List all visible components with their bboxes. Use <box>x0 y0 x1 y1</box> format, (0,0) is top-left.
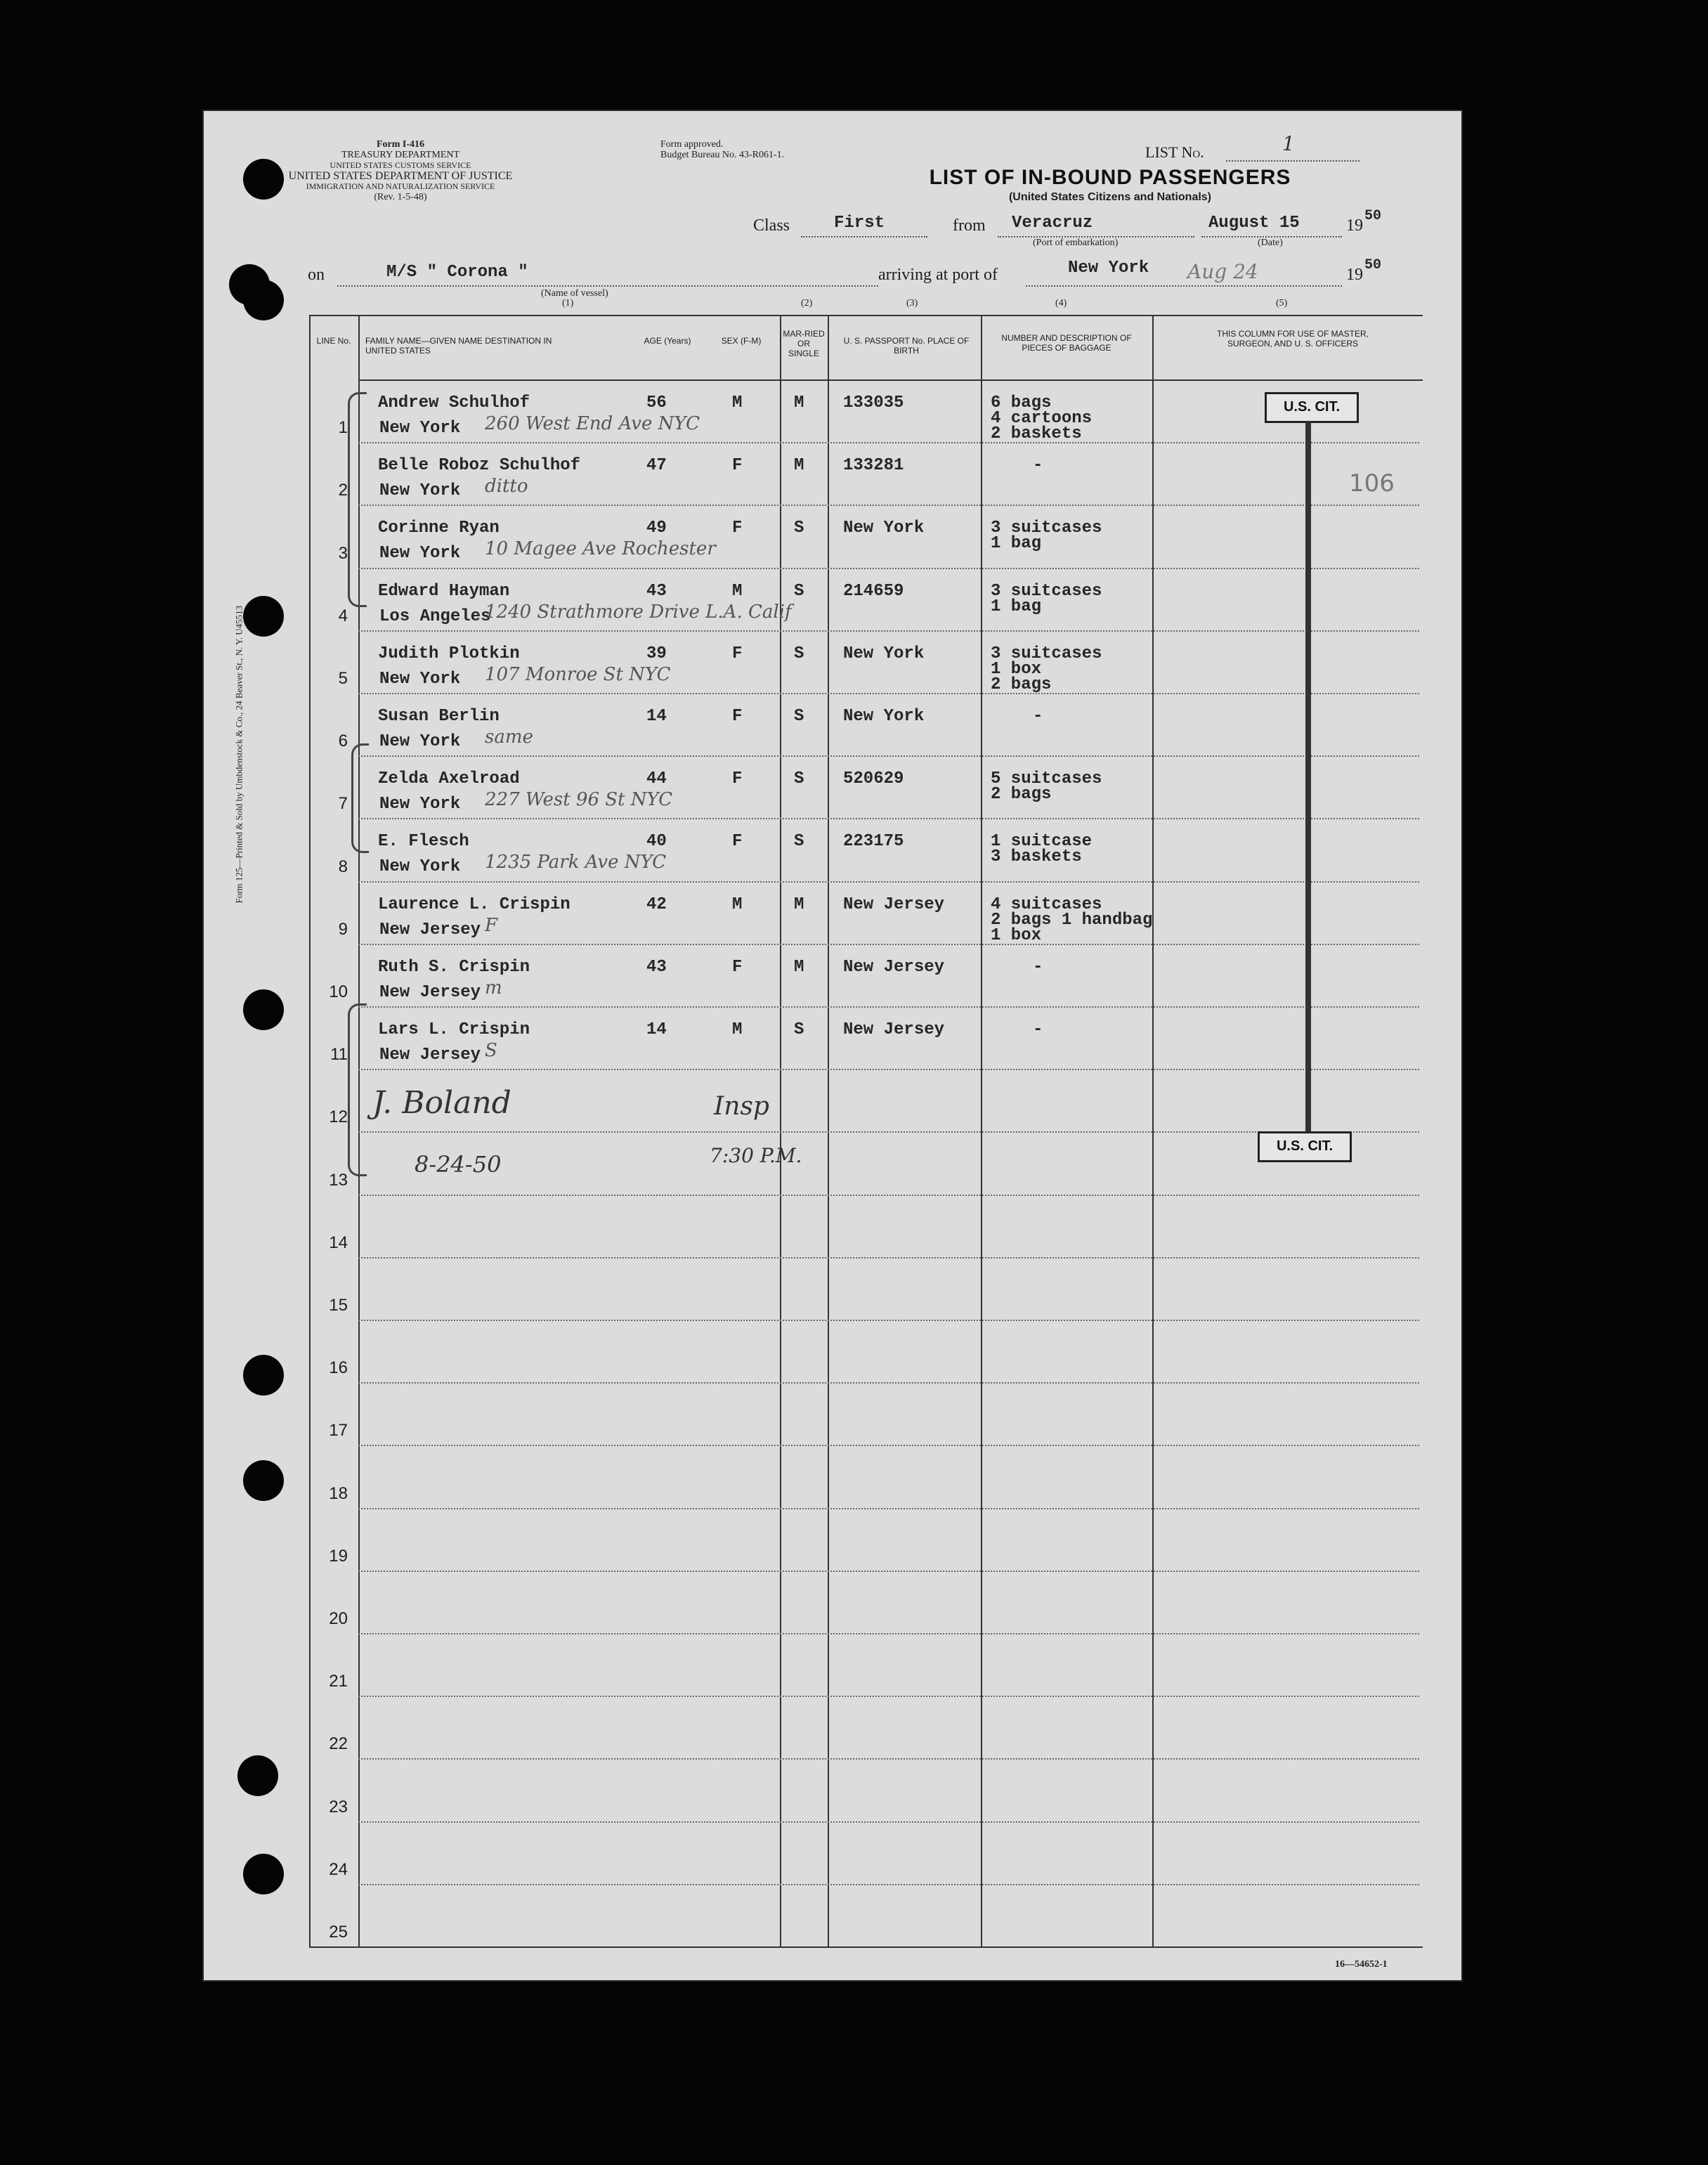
passenger-address: 227 West 96 St NYC <box>485 789 673 811</box>
line-number: 10 <box>329 982 348 1001</box>
arrival-date: Aug 24 <box>1187 260 1258 283</box>
passenger-passport: 214659 <box>843 581 904 601</box>
class-value: First <box>834 214 885 233</box>
line-number: 2 <box>338 481 348 500</box>
family-bracket <box>348 1003 367 1176</box>
baggage-item: 3 suitcases <box>991 644 1102 663</box>
family-bracket <box>348 392 367 607</box>
row-divider <box>358 1696 1419 1697</box>
passenger-marital: S <box>794 644 804 663</box>
row-divider <box>358 630 1419 632</box>
baggage-item: 1 suitcase <box>991 832 1093 852</box>
baggage-item: 3 suitcases <box>991 581 1102 601</box>
passenger-address: 260 West End Ave NYC <box>485 413 700 434</box>
col-sep <box>1152 315 1154 1946</box>
baggage-item: 2 bags <box>991 675 1052 694</box>
treasury-dept: TREASURY DEPARTMENT <box>341 150 460 160</box>
arriving-label: arriving at port of <box>878 266 998 284</box>
baggage-item: 2 bags <box>991 785 1052 805</box>
passenger-marital: S <box>794 519 804 538</box>
col-num-2: (2) <box>801 298 813 308</box>
col-sep <box>780 315 781 1946</box>
passenger-destination: New York <box>379 544 461 564</box>
citizen-bracket-line <box>1305 422 1311 1133</box>
passenger-marital: S <box>794 707 804 726</box>
line-number: 14 <box>329 1233 348 1252</box>
passenger-marital: M <box>794 957 804 977</box>
baggage-item: 2 baskets <box>991 424 1082 443</box>
passenger-passport: New Jersey <box>843 957 945 977</box>
year2-prefix: 19 <box>1346 266 1363 284</box>
punch-hole <box>243 596 284 637</box>
passenger-destination: New Jersey <box>379 1046 481 1065</box>
row-divider <box>358 1069 1419 1070</box>
punch-hole <box>243 159 284 200</box>
row-divider <box>358 505 1419 506</box>
line-number: 4 <box>338 606 348 625</box>
class-label: Class <box>753 216 790 235</box>
passenger-address: same <box>485 727 533 748</box>
row-divider <box>358 1445 1419 1446</box>
passenger-address: 107 Monroe St NYC <box>485 663 671 685</box>
passenger-marital: S <box>794 769 804 789</box>
punch-hole <box>243 989 284 1030</box>
passenger-marital: S <box>794 832 804 852</box>
line-number: 15 <box>329 1296 348 1315</box>
page-title: LIST OF IN-BOUND PASSENGERS <box>929 166 1291 189</box>
passenger-destination: New Jersey <box>379 982 481 1002</box>
passenger-sex: M <box>732 394 743 412</box>
manifest-page <box>204 111 1461 1980</box>
header-sex: SEX (F-M) <box>721 336 762 346</box>
passenger-age: 40 <box>646 832 667 852</box>
passenger-age: 14 <box>646 707 667 726</box>
vessel-caption: (Name of vessel) <box>541 288 608 299</box>
passenger-sex: F <box>732 644 743 663</box>
passenger-destination: New York <box>379 419 461 438</box>
passenger-destination: New York <box>379 669 461 689</box>
budget-bureau: Budget Bureau No. 43-R061-1. <box>660 150 785 160</box>
passenger-name: E. Flesch <box>378 832 469 852</box>
passenger-address: ditto <box>485 476 528 498</box>
vessel-value: M/S " Corona " <box>386 263 528 282</box>
date-caption: (Date) <box>1258 238 1283 248</box>
line-number: 7 <box>338 794 348 814</box>
from-label: from <box>953 216 986 235</box>
passenger-marital: M <box>794 895 804 914</box>
passenger-age: 42 <box>646 895 667 914</box>
passenger-passport: 133281 <box>843 456 904 476</box>
passenger-name: Lars L. Crispin <box>378 1020 530 1039</box>
row-divider <box>358 1257 1419 1259</box>
passenger-name: Belle Roboz Schulhof <box>378 456 581 476</box>
header-passport: U. S. PASSPORT No. PLACE OF BIRTH <box>843 336 970 356</box>
row-divider <box>358 1006 1419 1008</box>
page-subtitle: (United States Citizens and Nationals) <box>1008 191 1212 203</box>
baggage-item: 2 bags 1 handbag <box>991 910 1153 930</box>
row-divider <box>358 442 1419 443</box>
row-divider <box>358 1195 1419 1196</box>
punch-hole <box>243 1355 284 1396</box>
header-married: MAR-RIED OR SINGLE <box>783 329 825 358</box>
col-num-4: (4) <box>1055 298 1067 308</box>
passenger-passport: New Jersey <box>843 1020 945 1039</box>
justice-dept: UNITED STATES DEPARTMENT OF JUSTICE <box>288 170 513 182</box>
passenger-passport: New York <box>843 644 925 663</box>
passenger-address: 1235 Park Ave NYC <box>485 852 667 873</box>
row-divider <box>358 1633 1419 1634</box>
line-number: 6 <box>338 732 348 751</box>
col-sep <box>981 315 982 1946</box>
passenger-age: 56 <box>646 394 667 412</box>
table-bottom-border <box>309 1946 1423 1948</box>
row-divider <box>358 1382 1419 1384</box>
header-bottom-border <box>358 379 1423 381</box>
form-revision: (Rev. 1-5-48) <box>374 192 427 202</box>
year2-value: 50 <box>1364 257 1382 273</box>
passenger-passport: 223175 <box>843 832 904 852</box>
header-officers: THIS COLUMN FOR USE OF MASTER, SURGEON, AND U. S. OFFICERS <box>1216 329 1369 349</box>
port-value: Veracruz <box>1012 214 1093 233</box>
baggage-item: 4 cartoons <box>991 409 1093 428</box>
passenger-address: F <box>485 914 498 936</box>
signature-time: 7:30 P.M. <box>710 1144 802 1167</box>
passenger-name: Susan Berlin <box>378 707 500 726</box>
passenger-destination: Los Angeles <box>379 606 491 626</box>
row-divider <box>358 944 1419 945</box>
passenger-passport: 133035 <box>843 394 904 412</box>
col-num-3: (3) <box>906 298 918 308</box>
inspector-title: Insp <box>714 1092 769 1121</box>
approval-block <box>660 139 843 160</box>
passenger-marital: M <box>794 394 804 412</box>
baggage-item: 1 bag <box>991 534 1042 554</box>
year-prefix: 19 <box>1346 216 1363 235</box>
passenger-sex: M <box>732 895 743 914</box>
line-number: 20 <box>329 1609 348 1628</box>
list-number-line <box>1226 160 1360 162</box>
passenger-name: Laurence L. Crispin <box>378 895 571 914</box>
inspector-signature: J. Boland <box>372 1085 511 1121</box>
line-number: 16 <box>329 1358 348 1378</box>
punch-hole <box>229 264 270 305</box>
baggage-item: 3 baskets <box>991 847 1082 867</box>
line-number: 21 <box>329 1672 348 1691</box>
passenger-age: 44 <box>646 769 667 789</box>
list-number-label: LIST No. <box>1145 143 1204 161</box>
printer-side-text: Form 125—Printed & Sold by Umbdenstock & Co., 24 Beaver St., N. Y. U45513 <box>233 605 245 904</box>
line-number: 12 <box>329 1107 348 1127</box>
vessel-line <box>337 285 878 287</box>
baggage-item: 3 suitcases <box>991 519 1102 538</box>
passenger-age: 43 <box>646 957 667 977</box>
line-number: 9 <box>338 919 348 939</box>
baggage-item: - <box>1033 707 1043 726</box>
line-number: 3 <box>338 543 348 563</box>
header-line-no: LINE No. <box>316 336 351 346</box>
passenger-passport: New York <box>843 707 925 726</box>
class-line <box>801 236 927 238</box>
line-number: 8 <box>338 857 348 876</box>
baggage-item: 6 bags <box>991 394 1052 412</box>
passenger-destination: New Jersey <box>379 920 481 940</box>
row-divider <box>358 1320 1419 1321</box>
passenger-age: 47 <box>646 456 667 476</box>
line-number: 19 <box>329 1546 348 1566</box>
header-name: FAMILY NAME—GIVEN NAME DESTINATION IN UNITED STATES <box>365 336 552 356</box>
passenger-address: 1240 Strathmore Drive L.A. Calif <box>485 601 792 623</box>
col-num-5: (5) <box>1276 298 1288 308</box>
passenger-sex: F <box>732 456 743 476</box>
row-divider <box>358 881 1419 883</box>
footer-code: 16—54652-1 <box>1335 1959 1388 1970</box>
citizen-stamp-bottom: U.S. CIT. <box>1258 1131 1352 1162</box>
header-age: AGE (Years) <box>644 336 691 346</box>
passenger-address: 10 Magee Ave Rochester <box>485 538 716 560</box>
line-number: 5 <box>338 669 348 688</box>
passenger-marital: M <box>794 456 804 476</box>
row-divider <box>358 1884 1419 1885</box>
passenger-sex: F <box>732 769 743 789</box>
punch-hole <box>243 1460 284 1501</box>
form-info-block <box>288 139 513 202</box>
passenger-sex: M <box>732 1020 743 1039</box>
col-num-1: (1) <box>562 298 574 308</box>
list-number-value: 1 <box>1282 132 1295 155</box>
baggage-item: 4 suitcases <box>991 895 1102 914</box>
passenger-destination: New York <box>379 795 461 814</box>
header-baggage: NUMBER AND DESCRIPTION OF PIECES OF BAGGAGE <box>1001 333 1132 353</box>
row-divider <box>358 755 1419 757</box>
baggage-item: 1 box <box>991 659 1042 679</box>
form-number: Form I-416 <box>376 139 425 150</box>
passenger-sex: F <box>732 957 743 977</box>
passenger-destination: New York <box>379 732 461 751</box>
ins-service: IMMIGRATION AND NATURALIZATION SERVICE <box>306 181 495 191</box>
family-bracket <box>351 743 369 853</box>
passenger-sex: M <box>732 581 743 601</box>
row-divider <box>358 693 1419 694</box>
line-number: 1 <box>338 418 348 438</box>
passenger-destination: New York <box>379 857 461 877</box>
passenger-sex: F <box>732 832 743 852</box>
passenger-name: Judith Plotkin <box>378 644 520 663</box>
line-number: 22 <box>329 1734 348 1754</box>
baggage-item: - <box>1033 1020 1043 1039</box>
passenger-age: 39 <box>646 644 667 663</box>
passenger-address: m <box>485 977 502 999</box>
row-divider <box>358 568 1419 569</box>
arrival-port: New York <box>1068 259 1149 278</box>
baggage-item: 1 bag <box>991 597 1042 616</box>
line-number: 25 <box>329 1923 348 1942</box>
passenger-name: Edward Hayman <box>378 581 510 601</box>
passenger-name: Andrew Schulhof <box>378 394 530 412</box>
passenger-passport: 520629 <box>843 769 904 789</box>
row-divider <box>358 1758 1419 1760</box>
baggage-item: - <box>1033 456 1043 476</box>
punch-hole <box>237 1755 278 1796</box>
punch-hole <box>243 1854 284 1894</box>
table-left-border <box>309 315 311 1946</box>
passenger-address: S <box>485 1040 497 1061</box>
passenger-age: 14 <box>646 1020 667 1039</box>
row-divider <box>358 1821 1419 1823</box>
line-number: 23 <box>329 1797 348 1816</box>
passenger-name: Corinne Ryan <box>378 519 500 538</box>
citizen-stamp-top: U.S. CIT. <box>1265 392 1359 423</box>
year-value: 50 <box>1364 208 1382 224</box>
passenger-name: Ruth S. Crispin <box>378 957 530 977</box>
on-label: on <box>308 266 325 284</box>
line-number: 24 <box>329 1859 348 1879</box>
table-top-border <box>309 315 1423 316</box>
port-caption: (Port of embarkation) <box>1033 238 1119 248</box>
baggage-item: - <box>1033 957 1043 977</box>
passenger-passport: New York <box>843 519 925 538</box>
form-approved: Form approved. <box>660 139 724 150</box>
line-number: 17 <box>329 1421 348 1441</box>
passenger-age: 49 <box>646 519 667 538</box>
baggage-item: 1 box <box>991 925 1042 945</box>
col-sep <box>828 315 829 1946</box>
baggage-item: 5 suitcases <box>991 769 1102 789</box>
passenger-marital: S <box>794 1020 804 1039</box>
arrival-line <box>1026 285 1342 287</box>
customs-service: UNITED STATES CUSTOMS SERVICE <box>330 160 471 170</box>
officer-number: 106 <box>1349 469 1395 498</box>
passenger-destination: New York <box>379 481 461 501</box>
line-number: 13 <box>329 1170 348 1190</box>
passenger-sex: F <box>732 707 743 726</box>
passenger-name: Zelda Axelroad <box>378 769 520 789</box>
row-divider <box>358 1571 1419 1572</box>
passenger-marital: S <box>794 581 804 601</box>
row-divider <box>358 1508 1419 1509</box>
row-divider <box>358 818 1419 819</box>
date-value: August 15 <box>1208 214 1300 233</box>
line-number: 18 <box>329 1483 348 1503</box>
passenger-sex: F <box>732 519 743 538</box>
passenger-age: 43 <box>646 581 667 601</box>
passenger-passport: New Jersey <box>843 895 945 914</box>
signature-date: 8-24-50 <box>415 1151 502 1178</box>
line-number: 11 <box>330 1045 348 1065</box>
